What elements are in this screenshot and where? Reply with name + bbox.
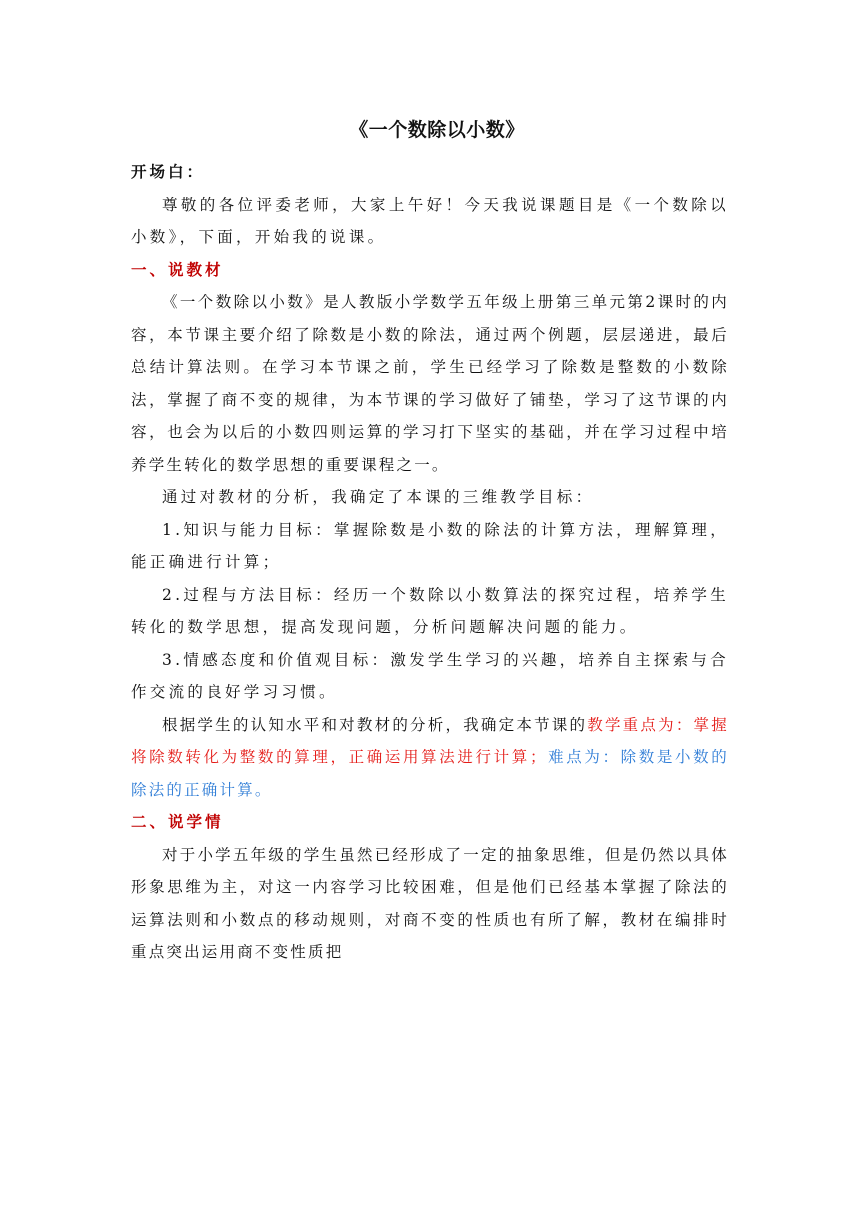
- document-page: [131, 118, 729, 969]
- opening-paragraph: 尊敬的各位评委老师，大家上午好！今天我说课题目是《一个数除以小数》，下面，开始我的说课。: [131, 195, 729, 246]
- section-1-paragraph-1: 《一个数除以小数》是人教版小学数学五年级上册第三单元第2课时的内容，本节课主要介绍了除数是小数的除法，通过两个例题，层层递进，最后总结计算法则。在学习本节课之前，学生已经学习了除数是整数的小数除法，掌握了商不变的规律，为本节课的学习做好了铺垫，学习了这节课的内容，也会为以后的小数四则运算的学习打下坚实的基础，并在学习过程中培养学生转化的数学思想的重要课程之一。: [131, 293, 729, 474]
- section-2-paragraph: 对于小学五年级的学生虽然已经形成了一定的抽象思维，但是仍然以具体形象思维为主，对这一内容学习比较困难，但是他们已经基本掌握了除法的运算法则和小数点的移动规则，对商不变的性质也有所了解，教材在编排时重点突出运用商不变性质把: [131, 845, 729, 961]
- document-title: 《一个数除以小数》: [349, 119, 525, 141]
- goal-2-paragraph: 2.过程与方法目标：经历一个数除以小数算法的探究过程，培养学生转化的数学思想，提高发现问题，分析问题解决问题的能力。: [131, 585, 729, 636]
- teaching-difficulty-text: 难点为：除数是小数的除法的正确计算。: [131, 748, 729, 799]
- goal-1-paragraph: 1.知识与能力目标：掌握除数是小数的除法的计算方法，理解算理，能正确进行计算；: [131, 520, 729, 571]
- focus-paragraph: [131, 709, 729, 807]
- opening-heading: 开场白：: [131, 162, 206, 181]
- section-1-heading: 一、说教材: [131, 259, 224, 279]
- section-1-paragraph-2: 通过对教材的分析，我确定了本课的三维教学目标：: [162, 488, 595, 506]
- teaching-focus-text: 教学重点为：掌握将除数转化为整数的算理，正确运用算法进行计算；: [131, 715, 729, 766]
- goal-3-paragraph: 3.情感态度和价值观目标：激发学生学习的兴趣，培养自主探索与合作交流的良好学习习惯。: [131, 650, 729, 701]
- section-2-heading: 二、说学情: [131, 812, 224, 831]
- focus-lead-text: 根据学生的认知水平和对教材的分析，我确定本节课的: [162, 715, 588, 734]
